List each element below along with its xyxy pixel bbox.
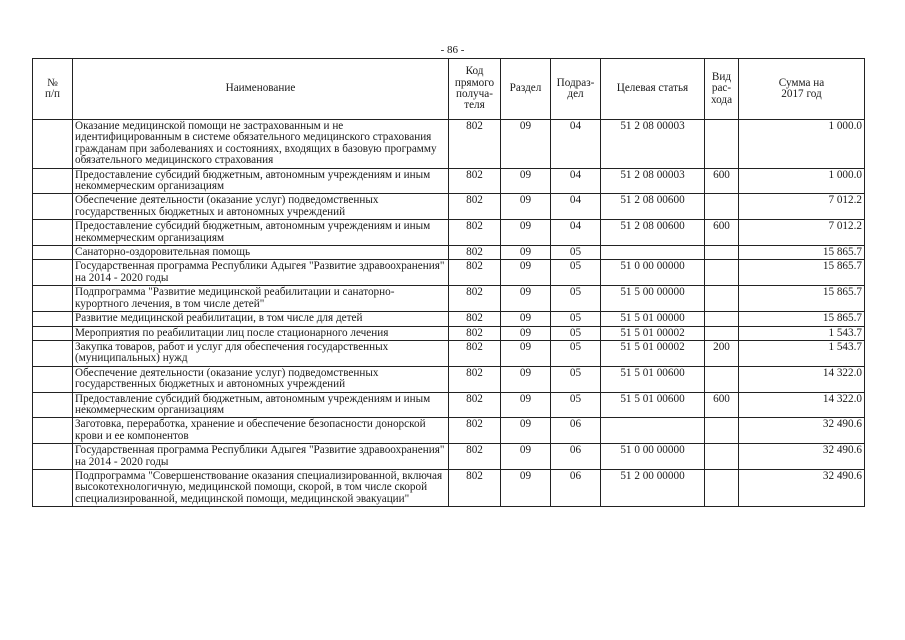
cell-sum: 7 012.2 (739, 220, 865, 246)
table-body (33, 120, 865, 507)
cell-section: 09 (501, 194, 551, 220)
table-row (33, 312, 865, 326)
cell-type (705, 444, 739, 470)
cell-type: 600 (705, 392, 739, 418)
cell-sum: 32 490.6 (739, 418, 865, 444)
cell-target: 51 5 01 00002 (601, 340, 705, 366)
cell-code: 802 (449, 168, 501, 194)
cell-code: 802 (449, 469, 501, 506)
cell-target: 51 2 00 00000 (601, 469, 705, 506)
cell-subsection: 04 (551, 168, 601, 194)
cell-code: 802 (449, 326, 501, 340)
cell-code: 802 (449, 418, 501, 444)
cell-num (33, 444, 73, 470)
cell-sum: 15 865.7 (739, 260, 865, 286)
header-code: Код прямого получа- теля (449, 59, 501, 120)
table-row (33, 246, 865, 260)
cell-name: Мероприятия по реабилитации лиц после стационарного лечения (73, 326, 449, 340)
cell-num (33, 392, 73, 418)
table-row (33, 444, 865, 470)
cell-subsection: 06 (551, 469, 601, 506)
cell-name: Предоставление субсидий бюджетным, автономным учреждениям и иным некоммерческим организациям (73, 168, 449, 194)
header-section: Раздел (501, 59, 551, 120)
cell-sum: 15 865.7 (739, 312, 865, 326)
table-row (33, 418, 865, 444)
cell-type (705, 120, 739, 169)
cell-target: 51 5 01 00600 (601, 366, 705, 392)
cell-num (33, 340, 73, 366)
cell-subsection: 04 (551, 120, 601, 169)
cell-name: Закупка товаров, работ и услуг для обеспечения государственных (муниципальных) нужд (73, 340, 449, 366)
cell-section: 09 (501, 286, 551, 312)
cell-name: Государственная программа Республики Адыгея "Развитие здравоохранения" на 2014 - 2020 годы (73, 260, 449, 286)
cell-type: 200 (705, 340, 739, 366)
header-type: Вид рас- хода (705, 59, 739, 120)
cell-target: 51 5 01 00600 (601, 392, 705, 418)
cell-sum: 15 865.7 (739, 286, 865, 312)
cell-subsection: 04 (551, 194, 601, 220)
table-row (33, 326, 865, 340)
cell-subsection: 04 (551, 220, 601, 246)
cell-sum: 1 543.7 (739, 326, 865, 340)
cell-target (601, 418, 705, 444)
cell-num (33, 286, 73, 312)
cell-name: Подпрограмма "Развитие медицинской реабилитации и санаторно-курортного лечения, в том числе детей" (73, 286, 449, 312)
cell-section: 09 (501, 326, 551, 340)
header-name: Наименование (73, 59, 449, 120)
cell-num (33, 194, 73, 220)
cell-section: 09 (501, 312, 551, 326)
header-target: Целевая статья (601, 59, 705, 120)
cell-subsection: 06 (551, 418, 601, 444)
table-row (33, 220, 865, 246)
cell-sum: 32 490.6 (739, 469, 865, 506)
cell-num (33, 469, 73, 506)
cell-code: 802 (449, 120, 501, 169)
cell-num (33, 168, 73, 194)
cell-name: Подпрограмма "Совершенствование оказания специализированной, включая высокотехнологичную, медицинской помощи, скорой, в том числе скорой специализированной, медицинской помощи, медицинской эвакуации" (73, 469, 449, 506)
cell-section: 09 (501, 340, 551, 366)
table-header-row (33, 59, 865, 120)
cell-target: 51 0 00 00000 (601, 260, 705, 286)
cell-target: 51 0 00 00000 (601, 444, 705, 470)
cell-section: 09 (501, 444, 551, 470)
cell-code: 802 (449, 312, 501, 326)
cell-target: 51 5 01 00000 (601, 312, 705, 326)
cell-name: Развитие медицинской реабилитации, в том числе для детей (73, 312, 449, 326)
cell-code: 802 (449, 392, 501, 418)
cell-num (33, 418, 73, 444)
cell-sum: 15 865.7 (739, 246, 865, 260)
cell-name: Оказание медицинской помощи не застрахованным и не идентифицированным в системе обязательного медицинского страхования гражданам при заболеваниях и состояниях, входящих в базовую программу обязательного медицинского страхования (73, 120, 449, 169)
cell-type: 600 (705, 168, 739, 194)
cell-target: 51 2 08 00600 (601, 220, 705, 246)
cell-sum: 1 000.0 (739, 120, 865, 169)
cell-type (705, 366, 739, 392)
cell-name: Санаторно-оздоровительная помощь (73, 246, 449, 260)
cell-code: 802 (449, 220, 501, 246)
cell-code: 802 (449, 246, 501, 260)
header-sum: Сумма на 2017 год (739, 59, 865, 120)
cell-name: Предоставление субсидий бюджетным, автономным учреждениям и иным некоммерческим организациям (73, 392, 449, 418)
table-row (33, 469, 865, 506)
cell-target: 51 2 08 00003 (601, 120, 705, 169)
cell-num (33, 326, 73, 340)
page-number: - 86 - (440, 44, 465, 56)
cell-code: 802 (449, 286, 501, 312)
cell-section: 09 (501, 469, 551, 506)
cell-code: 802 (449, 340, 501, 366)
header-subsection: Подраз- дел (551, 59, 601, 120)
cell-section: 09 (501, 246, 551, 260)
cell-type: 600 (705, 220, 739, 246)
table-row (33, 340, 865, 366)
cell-sum: 1 000.0 (739, 168, 865, 194)
cell-target: 51 2 08 00600 (601, 194, 705, 220)
cell-type (705, 469, 739, 506)
cell-subsection: 05 (551, 312, 601, 326)
cell-target (601, 246, 705, 260)
cell-sum: 7 012.2 (739, 194, 865, 220)
cell-code: 802 (449, 366, 501, 392)
cell-num (33, 366, 73, 392)
cell-subsection: 05 (551, 392, 601, 418)
cell-subsection: 05 (551, 366, 601, 392)
cell-subsection: 05 (551, 326, 601, 340)
table-row (33, 366, 865, 392)
cell-section: 09 (501, 366, 551, 392)
cell-name: Обеспечение деятельности (оказание услуг) подведомственных государственных бюджетных и автономных учреждений (73, 366, 449, 392)
cell-section: 09 (501, 220, 551, 246)
table-row (33, 260, 865, 286)
cell-num (33, 120, 73, 169)
cell-subsection: 05 (551, 340, 601, 366)
table-row (33, 120, 865, 169)
cell-sum: 1 543.7 (739, 340, 865, 366)
cell-type (705, 194, 739, 220)
cell-subsection: 06 (551, 444, 601, 470)
cell-type (705, 246, 739, 260)
budget-table (32, 58, 865, 507)
cell-sum: 14 322.0 (739, 392, 865, 418)
cell-name: Обеспечение деятельности (оказание услуг) подведомственных государственных бюджетных и автономных учреждений (73, 194, 449, 220)
cell-name: Заготовка, переработка, хранение и обеспечение безопасности донорской крови и ее компонентов (73, 418, 449, 444)
cell-section: 09 (501, 392, 551, 418)
table-row (33, 168, 865, 194)
cell-type (705, 418, 739, 444)
table-row (33, 194, 865, 220)
cell-section: 09 (501, 120, 551, 169)
cell-num (33, 220, 73, 246)
cell-subsection: 05 (551, 286, 601, 312)
cell-type (705, 286, 739, 312)
cell-sum: 14 322.0 (739, 366, 865, 392)
cell-target: 51 2 08 00003 (601, 168, 705, 194)
cell-subsection: 05 (551, 246, 601, 260)
cell-code: 802 (449, 444, 501, 470)
cell-num (33, 260, 73, 286)
cell-code: 802 (449, 194, 501, 220)
cell-type (705, 326, 739, 340)
cell-code: 802 (449, 260, 501, 286)
cell-target: 51 5 00 00000 (601, 286, 705, 312)
cell-num (33, 246, 73, 260)
cell-type (705, 260, 739, 286)
table-row (33, 286, 865, 312)
cell-section: 09 (501, 168, 551, 194)
header-num: № п/п (33, 59, 73, 120)
table-row (33, 392, 865, 418)
cell-name: Предоставление субсидий бюджетным, автономным учреждениям и иным некоммерческим организациям (73, 220, 449, 246)
cell-num (33, 312, 73, 326)
cell-section: 09 (501, 418, 551, 444)
cell-name: Государственная программа Республики Адыгея "Развитие здравоохранения" на 2014 - 2020 годы (73, 444, 449, 470)
cell-type (705, 312, 739, 326)
cell-target: 51 5 01 00002 (601, 326, 705, 340)
cell-subsection: 05 (551, 260, 601, 286)
cell-section: 09 (501, 260, 551, 286)
cell-sum: 32 490.6 (739, 444, 865, 470)
